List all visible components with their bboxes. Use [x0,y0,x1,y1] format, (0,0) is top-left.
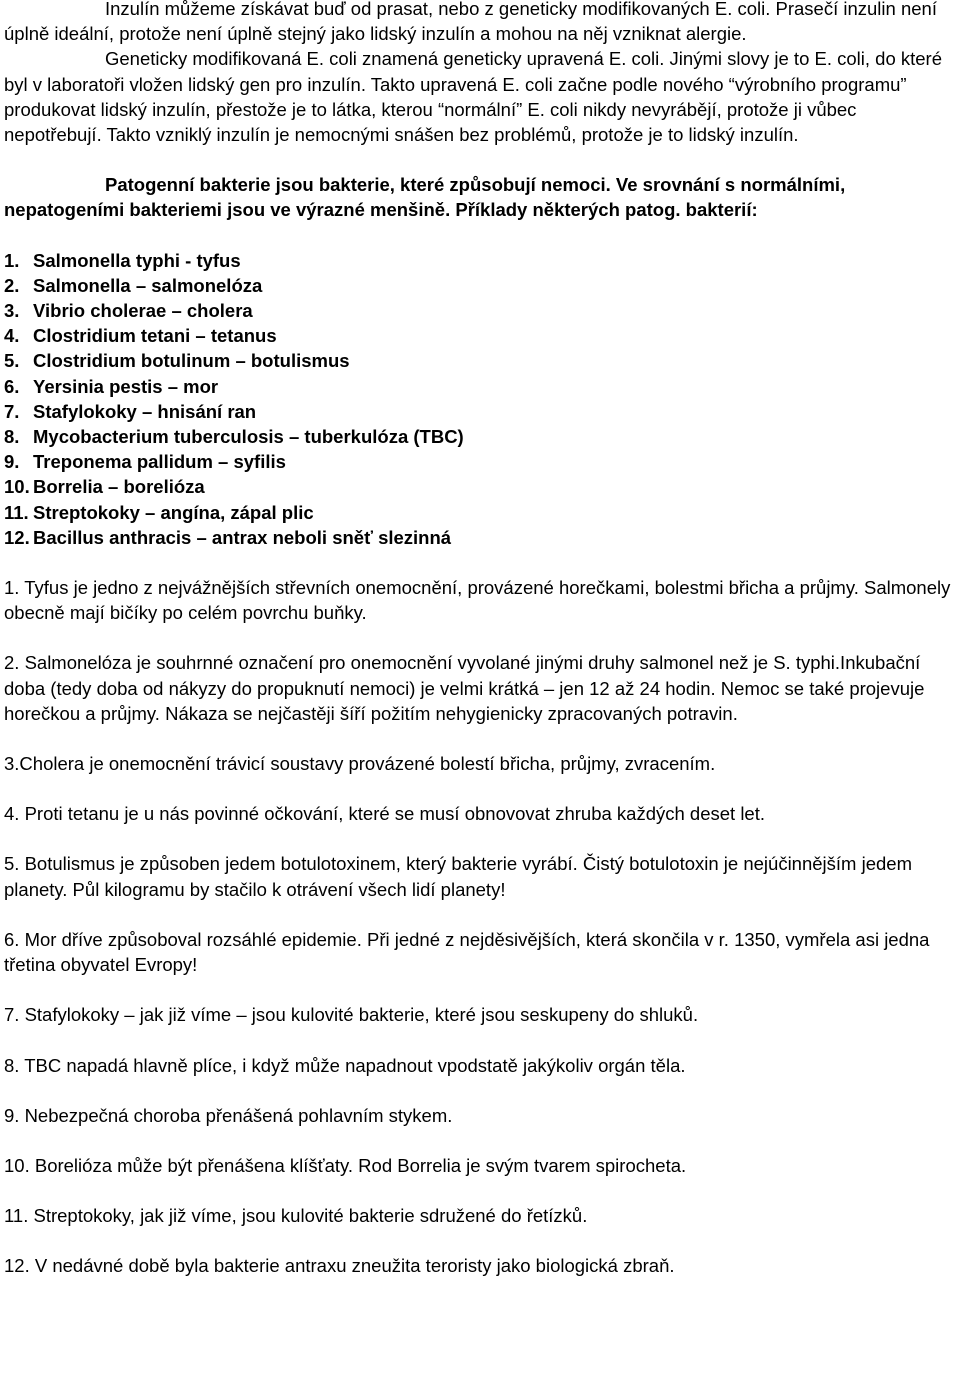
intro-paragraph-insulin: Inzulín můžeme získávat buď od prasat, nebo z geneticky modifikovaných E. coli. Prasečí inzulin není úplně ideální, protože není úplně stejný jako lidský inzulín a mohou na něj vzniknat alergie. [4,0,937,45]
intro-paragraph-ecoli: Geneticky modifikovaná E. coli znamená geneticky upravená E. coli. Jinými slovy je to E. coli, do které byl v laboratoři vložen lidský gen pro inzulín. Takto upravená E. coli začne podle nového “výrobního programu” produkovat lidský inzulín, přestože je to látka, kterou “normální” E. coli nikdy nevyrábějí, protože ji vůbec nepotřebují. Takto vzniklý inzulín je nemocnými snášen bez problémů, protože je to lidský inzulín. [4,48,942,146]
detail-paragraph: 1. Tyfus je jedno z nejvážnějších střevních onemocnění, provázené horečkami, bolestmi břicha a průjmy. Salmonely obecně mají bičíky po celém povrchu buňky. [4,577,951,624]
list-item: 7. Stafylokoky – hnisání ran [4,400,257,422]
detail-paragraph: 8. TBC napadá hlavně plíce, i když může napadnout vpodstatě jakýkoliv orgán těla. [4,1054,686,1076]
detail-paragraph: 10. Borelióza může být přenášena klíšťaty. Rod Borrelia je svým tvarem spirocheta. [4,1154,687,1176]
list-item: 10. Borrelia – borelióza [4,476,205,498]
detail-paragraph: 6. Mor dříve způsoboval rozsáhlé epidemie. Při jedné z nejděsivějších, která skončila v r. 1350, vymřela asi jedna třetina obyvatel Evropy! [4,928,930,976]
list-item: 3. Vibrio cholerae – cholera [4,300,253,322]
list-item: 11. Streptokoky – angína, zápal plic [4,501,314,523]
list-item: 8. Mycobacterium tuberculosis – tuberkulóza (TBC) [4,426,464,448]
list-item: 12. Bacillus anthracis – antrax neboli sněť slezinná [4,526,452,548]
list-item: 1. Salmonella typhi - tyfus [4,249,241,271]
list-item: 2. Salmonella – salmonelóza [4,274,263,296]
detail-paragraph: 11. Streptokoky, jak již víme, jsou kulovité bakterie sdružené do řetízků. [4,1205,588,1227]
list-item: 4. Clostridium tetani – tetanus [4,325,277,347]
list-item: 6. Yersinia pestis – mor [4,375,219,397]
detail-paragraph: 5. Botulismus je způsoben jedem botulotoxinem, který bakterie vyrábí. Čistý botulotoxin je nejúčinnějším jedem planety. Půl kilogramu by stačilo k otrávení všech lidí planety! [4,853,912,900]
list-item: 9. Treponema pallidum – syfilis [4,451,286,473]
disease-details [4,575,956,1278]
detail-paragraph: 9. Nebezpečná choroba přenášená pohlavním stykem. [4,1104,453,1126]
pathogen-heading: Patogenní bakterie jsou bakterie, které způsobují nemoci. Ve srovnání s normálními, nepatogeními bakteriemi jsou ve výrazné menšině. Příklady některých patog. bakterií: [4,174,846,221]
list-item: 5. Clostridium botulinum – botulismus [4,350,350,372]
detail-paragraph: 12. V nedávné době byla bakterie antraxu zneužita teroristy jako biologická zbraň. [4,1255,675,1277]
detail-paragraph: 3.Cholera je onemocnění trávicí soustavy provázené bolestí břicha, průjmy, zvracením. [4,753,716,775]
detail-paragraph: 4. Proti tetanu je u nás povinné očkování, které se musí obnovovat zhruba každých deset let. [4,803,766,825]
detail-paragraph: 2. Salmonelóza je souhrnné označení pro onemocnění vyvolané jinými druhy salmonel než je S. typhi.Inkubační doba (tedy doba od nákyzy do propuknutí nemoci) je velmi krátká – jen 12 až 24 hodin. Nemoc se také projevuje horečkou a průjmy. Nákaza se nejčastěji šíří požitím nehygienicky zpracovaných potravin. [4,652,925,724]
bacteria-list [4,248,956,550]
detail-paragraph: 7. Stafylokoky – jak již víme – jsou kulovité bakterie, které jsou seskupeny do shluků. [4,1004,699,1026]
